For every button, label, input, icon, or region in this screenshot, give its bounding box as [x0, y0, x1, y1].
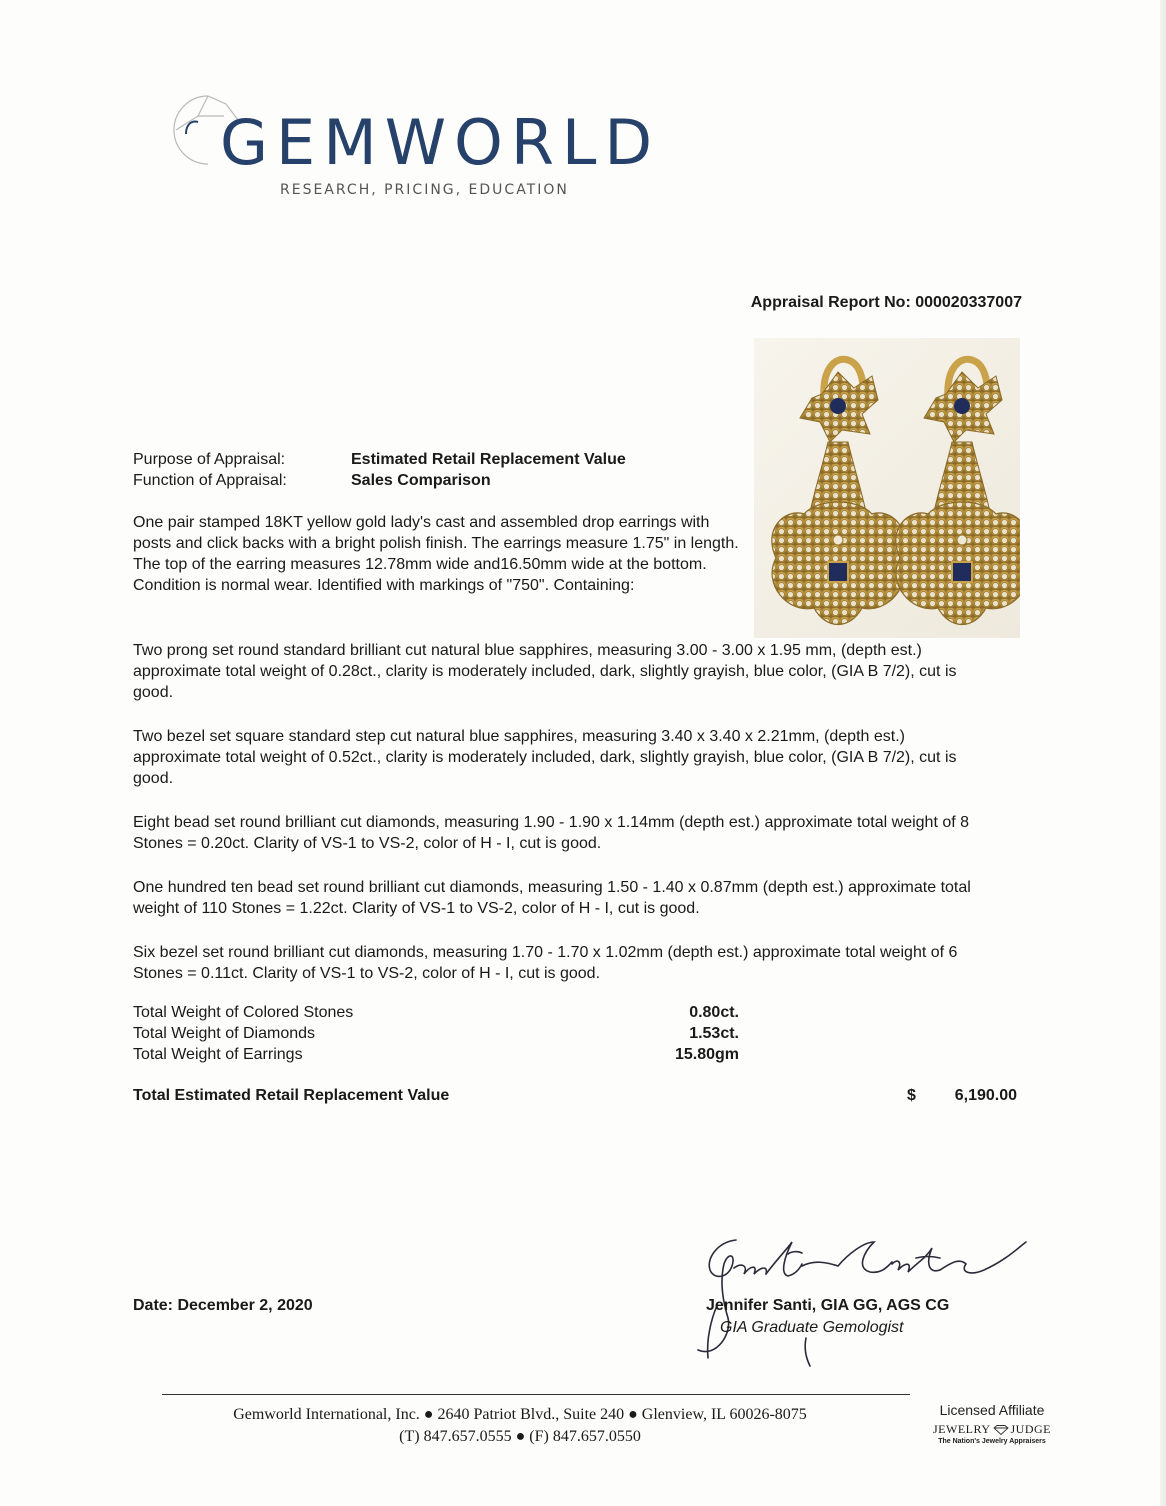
weight-totals	[133, 1002, 753, 1065]
total-row	[133, 1044, 753, 1065]
appraiser-name: Jennifer Santi, GIA GG, AGS CG	[706, 1297, 950, 1314]
function-value: Sales Comparison	[351, 472, 491, 489]
purpose-label: Purpose of Appraisal:	[133, 451, 286, 468]
affiliate-label: Licensed Affiliate	[939, 1402, 1045, 1418]
function-label: Function of Appraisal:	[133, 472, 287, 489]
stone-paragraph: Two prong set round standard brilliant cut natural blue sapphires, measuring 3.00 - 3.00 x 1.95 mm, (depth est.) approximate total weight of 0.28ct., clarity is moderately included, dark, slightly grayish, blue color, (GIA B 7/2), cut is good.	[133, 642, 957, 701]
affiliate-tagline: The Nation's Jewelry Appraisers	[938, 1438, 1046, 1445]
footer-divider	[162, 1394, 910, 1395]
stone-paragraph: Eight bead set round brilliant cut diamonds, measuring 1.90 - 1.90 x 1.14mm (depth est.) approximate total weight of 8 Stones = 0.20ct. Clarity of VS-1 to VS-2, color of H - I, cut is good.	[133, 814, 970, 852]
total-row	[133, 1002, 753, 1023]
earrings-image	[754, 338, 1020, 638]
report-number: Appraisal Report No: 000020337007	[750, 294, 1022, 311]
appraisal-date: Date: December 2, 2020	[133, 1297, 313, 1314]
grand-total-amount: 6,190.00	[954, 1087, 1017, 1104]
footer-line-2: (T) 847.657.0555 ● (F) 847.657.0550	[399, 1428, 641, 1445]
stone-paragraph: Six bezel set round brilliant cut diamonds, measuring 1.70 - 1.70 x 1.02mm (depth est.) approximate total weight of 6 Stones = 0.11ct. Clarity of VS-1 to VS-2, color of H - I, cut is good.	[133, 944, 958, 982]
stone-paragraph: One hundred ten bead set round brilliant cut diamonds, measuring 1.50 - 1.40 x 0.87mm (depth est.) approximate total weight of 110 Stones = 1.22ct. Clarity of VS-1 to VS-2, color of H - I, cut is good.	[133, 879, 971, 917]
left-earring	[772, 359, 904, 624]
purpose-value: Estimated Retail Replacement Value	[351, 451, 626, 468]
appraiser-title: GIA Graduate Gemologist	[720, 1319, 904, 1336]
page-edge	[1160, 0, 1166, 1506]
diamond-icon	[993, 1425, 1009, 1435]
licensed-affiliate	[922, 1402, 1062, 1445]
total-value: 0.80ct.	[689, 1004, 739, 1021]
total-label: Total Weight of Diamonds	[133, 1025, 316, 1042]
affiliate-brand-right: JUDGE	[1010, 1422, 1051, 1436]
grand-total	[133, 1087, 1017, 1105]
grand-total-currency: $	[907, 1087, 916, 1104]
right-earring	[896, 359, 1020, 624]
jewelry-judge-logo	[922, 1422, 1062, 1437]
purpose-row	[133, 449, 626, 470]
total-label: Total Weight of Colored Stones	[133, 1004, 354, 1021]
stone-paragraph: Two bezel set square standard step cut natural blue sapphires, measuring 3.40 x 3.40 x 2.21mm, (depth est.) approximate total weight of 0.52ct., clarity is moderately included, dark, slightly grayish, blue color, (GIA B 7/2), cut is good.	[133, 728, 957, 787]
total-row	[133, 1023, 753, 1044]
appraisal-meta	[133, 449, 626, 491]
brand-name: GEMWORLD	[220, 106, 661, 179]
footer-line-1: Gemworld International, Inc. ● 2640 Patriot Blvd., Suite 240 ● Glenview, IL 60026-8075	[233, 1406, 807, 1423]
function-row	[133, 470, 626, 491]
footer-address	[150, 1404, 890, 1448]
affiliate-brand-left: JEWELRY	[933, 1422, 991, 1436]
gemworld-logo	[168, 82, 688, 212]
item-description: One pair stamped 18KT yellow gold lady's cast and assembled drop earrings with posts and click backs with a bright polish finish. The earrings measure 1.75" in length. The top of the earring measures 12.78mm wide and16.50mm wide at the bottom. Condition is normal wear. Identified with markings of "750". Containing:	[133, 514, 739, 594]
earrings-photo	[754, 338, 1020, 638]
total-value: 1.53ct.	[689, 1025, 739, 1042]
stone-descriptions	[133, 640, 993, 1007]
total-value: 15.80gm	[674, 1046, 739, 1063]
brand-tagline: RESEARCH, PRICING, EDUCATION	[280, 182, 569, 198]
grand-total-label: Total Estimated Retail Replacement Value	[133, 1087, 450, 1104]
total-label: Total Weight of Earrings	[133, 1046, 303, 1063]
